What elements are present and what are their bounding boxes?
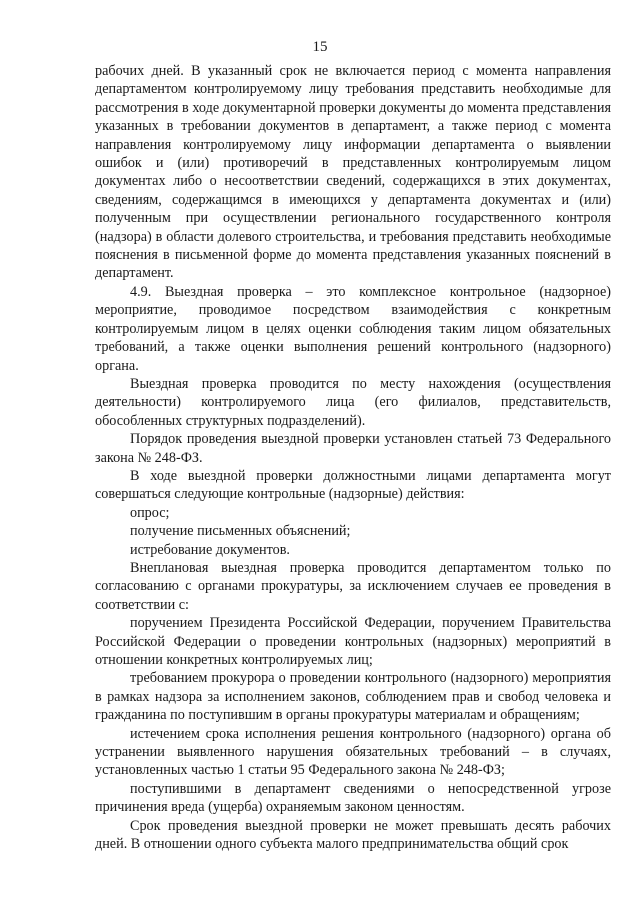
list-item-prosecutor: требованием прокурора о проведении контрольного (надзорного) мероприятия в рамках надзора за исполнением законов, соблюдением прав и свобод человека и гражданина по поступившим в органы прокуратуры материалам и обращениям;: [95, 670, 611, 724]
page-number: 15: [312, 39, 328, 55]
paragraph-4-9: 4.9. Выездная проверка – это комплексное контрольное (надзорное) мероприятие, проводимое посредством взаимодействия с конкретным контролируемым лицом в целях оценки соблюдения таким лицом обязательных требований, а также оценки выполнения решений контрольного (надзорного) органа.: [95, 283, 611, 374]
list-item-threat: поступившими в департамент сведениями о непосредственной угрозе причинения вреда (ущерба) охраняемым законом ценностям.: [95, 780, 611, 816]
list-item-survey: опрос;: [130, 504, 170, 521]
list-item-documents: истребование документов.: [130, 541, 290, 558]
list-item-order: поручением Президента Российской Федерации, поручением Правительства Российской Федерации о проведении контрольных (надзорных) мероприятий в отношении конкретных контролируемых лиц;: [95, 615, 611, 668]
list-item-expiry: истечением срока исполнения решения контрольного (надзорного) органа об устранении выявленного нарушения обязательных требований – в случаях, установленных частью 1 статьи 95 Федерального закона № 248-ФЗ;: [95, 725, 611, 779]
paragraph-duration: Срок проведения выездной проверки не может превышать десять рабочих дней. В отношении одного субъекта малого предпринимательства общий срок: [95, 817, 611, 853]
paragraph-actions-intro: В ходе выездной проверки должностными лицами департамента могут совершаться следующие контрольные (надзорные) действия:: [95, 467, 611, 503]
list-item-explanations: получение письменных объяснений;: [130, 523, 351, 540]
paragraph-continuation: рабочих дней. В указанный срок не включается период с момента направления департаментом контролируемому лицу требования представить необходимые для рассмотрения в ходе документарной проверки документы до момента представления указанных в требовании документов в департамент, а также период с момента направления контролируемому лицу информации департамента о выявлении ошибок и (или) противоречий в представленных контролируемым лицом документах либо о несоответствии сведений, содержащихся в этих документах, сведениям, содержащимся в имеющихся у департамента документах и (или) полученным при осуществлении регионального государственного контроля (надзора) в области долевого строительства, и требования представить необходимые пояснения в письменной форме до момента представления указанных пояснений в департамент.: [95, 63, 611, 282]
paragraph-unscheduled: Внеплановая выездная проверка проводится департаментом только по согласованию с органами прокуратуры, за исключением случаев ее проведения в соответствии с:: [95, 559, 611, 613]
document-body: [95, 62, 611, 853]
paragraph-location: Выездная проверка проводится по месту нахождения (осуществления деятельности) контролируемого лица (его филиалов, представительств, обособленных структурных подразделений).: [95, 375, 611, 429]
paragraph-procedure: Порядок проведения выездной проверки установлен статьей 73 Федерального закона № 248-ФЗ.: [95, 431, 611, 466]
